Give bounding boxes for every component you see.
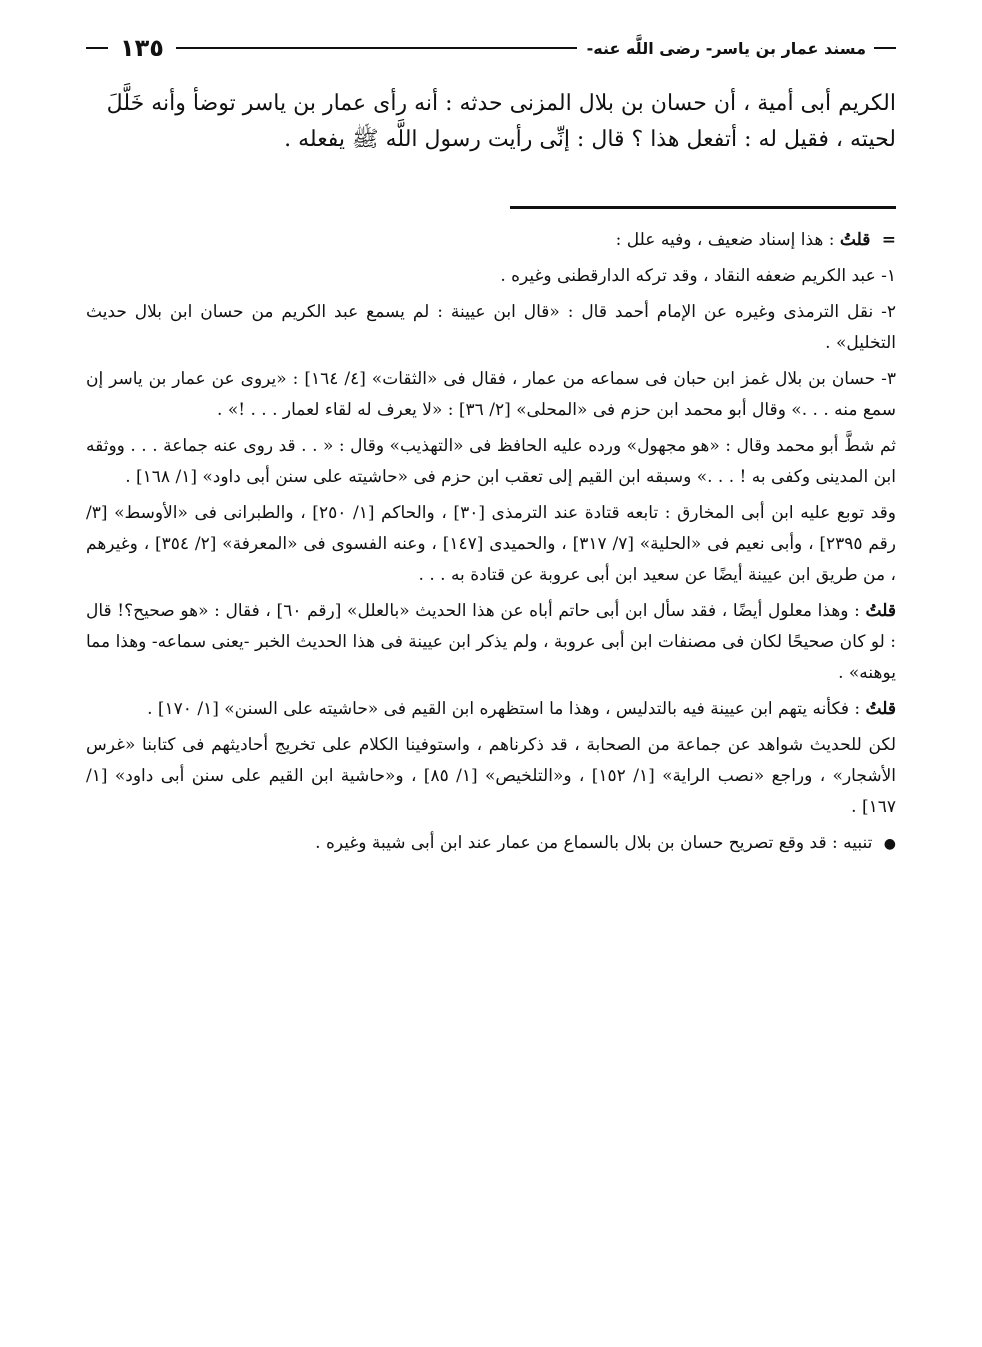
note-text: تنبيه : قد وقع تصريح حسان بن بلال بالسماع من عمار عند ابن أبى شيبة وغيره .	[315, 833, 873, 853]
main-text-line-2: لحيته ، فقيل له : أتفعل هذا ؟ قال : إنِّى رأيت رسول اللَّه ﷺ يفعله .	[284, 127, 896, 152]
footnote-paragraph-6	[86, 596, 896, 689]
footnote-separator	[510, 206, 896, 209]
continuation-marker: =	[881, 230, 896, 250]
intro-bold-word: قلتُ	[839, 230, 871, 250]
main-text	[86, 86, 896, 158]
book-page	[86, 0, 896, 1347]
footnote-item-1: ١- عبد الكريم ضعفه النقاد ، وقد تركه الدارقطنى وغيره .	[500, 266, 896, 286]
header-dash-right	[874, 47, 896, 49]
header-dash-left	[86, 47, 108, 49]
para7-bold-word: قلتُ	[865, 699, 896, 719]
bullet-icon: ●	[883, 836, 896, 852]
page-number: ١٣٥	[120, 34, 164, 62]
footnote-intro	[86, 225, 896, 256]
footnotes	[86, 225, 896, 865]
running-title: مسند عمار بن ياسر- رضى اللَّه عنه-	[586, 38, 866, 58]
main-text-line-1: الكريم أبى أمية ، أن حسان بن بلال المزنى حدثه : أنه رأى عمار بن ياسر توضأ وأنه خَلَّلَ	[106, 91, 896, 116]
footnote-item-2: ٢- نقل الترمذى وغيره عن الإمام أحمد قال : «قال ابن عيينة : لم يسمع عبد الكريم من حسان ابن بلال حديث التخليل» .	[86, 302, 896, 353]
running-header	[86, 28, 896, 68]
para6-bold-word: قلتُ	[865, 601, 896, 621]
footnote-item-3: ٣- حسان بن بلال غمز ابن حبان فى سماعه من عمار ، فقال فى «الثقات» [٤/ ١٦٤] : «يروى عن عمار بن ياسر إن سمع منه . . .» وقال أبو محمد ابن حزم فى «المحلى» [٢/ ٣٦] : «لا يعرف له لقاء لعمار . . . !» .	[86, 369, 896, 420]
footnote-note	[86, 828, 896, 860]
para7-text: : فكأنه يتهم ابن عيينة فيه بالتدليس ، وهذا ما استظهره ابن القيم فى «حاشيته على السنن» [١/ ١٧٠] .	[147, 699, 861, 719]
footnote-paragraph-4: ثم شطَّ أبو محمد وقال : «هو مجهول» ورده عليه الحافظ فى «التهذيب» وقال : « . . قد روى عنه جماعة . . . ووثقه ابن المدينى وكفى به ! . . .» وسبقه ابن القيم إلى تعقب ابن حزم فى «حاشيته على سنن أبى داود» [١/ ١٦٨] .	[86, 436, 896, 487]
intro-text: : هذا إسناد ضعيف ، وفيه علل :	[615, 230, 835, 250]
footnote-paragraph-7	[86, 694, 896, 725]
header-rule	[176, 47, 577, 49]
footnote-paragraph-8: لكن للحديث شواهد عن جماعة من الصحابة ، قد ذكرناهم ، واستوفينا الكلام على تخريج أحاديثهم فى كتابنا «غرس الأشجار» ، وراجع «نصب الراية» [١/ ١٥٢] ، و«التلخيص» [١/ ٨٥] ، و«حاشية ابن القيم على سنن أبى داود» [١/ ١٦٧] .	[86, 735, 896, 817]
footnote-paragraph-5: وقد توبع عليه ابن أبى المخارق : تابعه قتادة عند الترمذى [٣٠] ، والحاكم [١/ ٢٥٠] ، والطبرانى فى «الأوسط» [٣/ رقم ٢٣٩٥] ، وأبى نعيم فى «الحلية» [٧/ ٣١٧] ، والحميدى [١٤٧] ، وعنه الفسوى فى «المعرفة» [٢/ ٣٥٤] ، وغيرهم ، من طريق ابن عيينة أيضًا عن سعيد ابن أبى عروبة عن قتادة به . . .	[86, 503, 896, 585]
para6-text: : وهذا معلول أيضًا ، فقد سأل ابن أبى حاتم أباه عن هذا الحديث «بالعلل» [رقم ٦٠] ، فقال : «هو صحيح؟! قال : لو كان صحيحًا لكان فى مصنفات ابن أبى عروبة ، ولم يذكر ابن عيينة فى هذا الحديث الخبر -يعنى سماعه- وهذا مما يوهنه» .	[86, 601, 896, 683]
